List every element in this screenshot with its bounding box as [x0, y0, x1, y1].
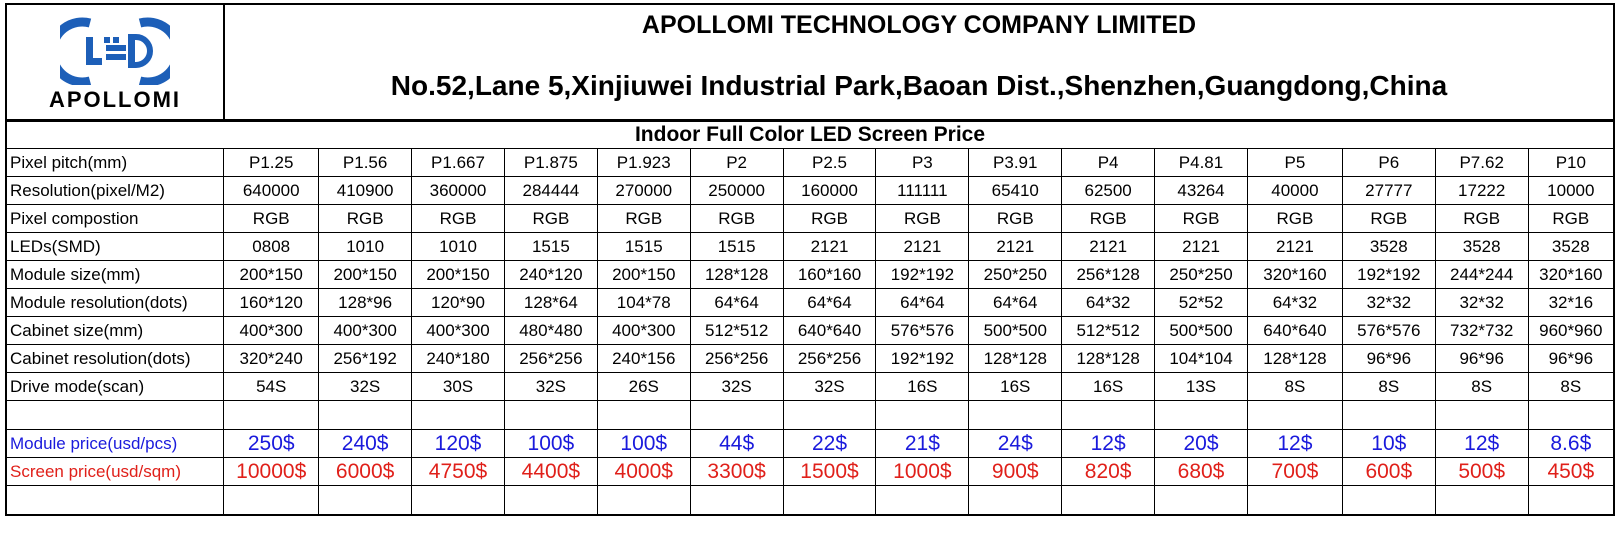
empty-cell — [319, 486, 412, 516]
table-cell: 65410 — [969, 177, 1062, 205]
table-cell: 1515 — [690, 233, 783, 261]
table-cell: 250000 — [690, 177, 783, 205]
company-info — [225, 5, 1613, 119]
table-cell: 2121 — [1062, 233, 1155, 261]
table-cell: 640*640 — [1247, 317, 1342, 345]
table-cell: 2121 — [1155, 233, 1248, 261]
table-cell: 128*128 — [1247, 345, 1342, 373]
table-cell: 4000$ — [597, 458, 690, 486]
table-cell: 256*256 — [504, 345, 597, 373]
table-cell: RGB — [690, 205, 783, 233]
table-cell: 3528 — [1528, 233, 1614, 261]
table-cell: P3.91 — [969, 149, 1062, 177]
table-cell: RGB — [1435, 205, 1528, 233]
table-cell: 320*160 — [1247, 261, 1342, 289]
table-cell: 700$ — [1247, 458, 1342, 486]
empty-cell — [1435, 486, 1528, 516]
table-cell: P1.875 — [504, 149, 597, 177]
empty-cell — [224, 401, 319, 430]
table-cell: 500*500 — [969, 317, 1062, 345]
table-cell: 8S — [1435, 373, 1528, 401]
table-cell: 12$ — [1247, 430, 1342, 458]
empty-cell — [1528, 486, 1614, 516]
table-cell: 576*576 — [876, 317, 969, 345]
empty-cell — [412, 486, 505, 516]
table-cell: 0808 — [224, 233, 319, 261]
table-cell: 26S — [597, 373, 690, 401]
row-label: Drive mode(scan) — [6, 373, 224, 401]
table-cell: RGB — [1342, 205, 1435, 233]
table-cell: 32*32 — [1435, 289, 1528, 317]
empty-cell — [1247, 486, 1342, 516]
empty-cell — [969, 486, 1062, 516]
table-cell: P1.56 — [319, 149, 412, 177]
table-cell: 8S — [1247, 373, 1342, 401]
table-row — [6, 177, 1614, 205]
table-cell: 10000 — [1528, 177, 1614, 205]
table-cell: 200*150 — [412, 261, 505, 289]
table-cell: P2.5 — [783, 149, 876, 177]
table-cell: 200*150 — [224, 261, 319, 289]
table-cell: RGB — [597, 205, 690, 233]
table-cell: 1010 — [319, 233, 412, 261]
row-label: Module size(mm) — [6, 261, 224, 289]
table-cell: 20$ — [1155, 430, 1248, 458]
table-cell: 600$ — [1342, 458, 1435, 486]
table-cell: 480*480 — [504, 317, 597, 345]
table-cell: 900$ — [969, 458, 1062, 486]
empty-cell — [783, 486, 876, 516]
table-cell: 96*96 — [1342, 345, 1435, 373]
empty-cell — [504, 486, 597, 516]
table-cell: 12$ — [1435, 430, 1528, 458]
table-cell: 250$ — [224, 430, 319, 458]
table-cell: 16S — [876, 373, 969, 401]
table-cell: 32*32 — [1342, 289, 1435, 317]
row-label: Resolution(pixel/M2) — [6, 177, 224, 205]
table-cell: 400*300 — [412, 317, 505, 345]
table-cell: 128*64 — [504, 289, 597, 317]
table-cell: 240*180 — [412, 345, 505, 373]
table-cell: 96*96 — [1435, 345, 1528, 373]
table-cell: 6000$ — [319, 458, 412, 486]
table-cell: 13S — [1155, 373, 1248, 401]
table-cell: RGB — [1062, 205, 1155, 233]
table-cell: 820$ — [1062, 458, 1155, 486]
table-cell: 250*250 — [969, 261, 1062, 289]
table-cell: 54S — [224, 373, 319, 401]
table-cell: P10 — [1528, 149, 1614, 177]
table-cell: 240*156 — [597, 345, 690, 373]
logo — [7, 5, 225, 119]
table-row — [6, 149, 1614, 177]
table-cell: P1.667 — [412, 149, 505, 177]
table-cell: 40000 — [1247, 177, 1342, 205]
table-cell: 32S — [690, 373, 783, 401]
table-cell: 10000$ — [224, 458, 319, 486]
table-cell: 512*512 — [1062, 317, 1155, 345]
table-title-row — [6, 122, 1614, 149]
empty-cell — [783, 401, 876, 430]
table-cell: 3528 — [1435, 233, 1528, 261]
table-cell: 16S — [1062, 373, 1155, 401]
table-cell: 32S — [504, 373, 597, 401]
table-row — [6, 430, 1614, 458]
table-cell: 22$ — [783, 430, 876, 458]
table-row — [6, 345, 1614, 373]
empty-cell — [412, 401, 505, 430]
empty-cell — [1342, 401, 1435, 430]
table-cell: 200*150 — [597, 261, 690, 289]
led-logo-icon — [60, 15, 170, 85]
table-row — [6, 205, 1614, 233]
table-title: Indoor Full Color LED Screen Price — [6, 122, 1614, 149]
price-table — [5, 121, 1615, 516]
table-cell: 96*96 — [1528, 345, 1614, 373]
empty-cell — [876, 401, 969, 430]
table-cell: 17222 — [1435, 177, 1528, 205]
table-cell: 160000 — [783, 177, 876, 205]
row-label: Module resolution(dots) — [6, 289, 224, 317]
table-cell: RGB — [1155, 205, 1248, 233]
row-label: Cabinet resolution(dots) — [6, 345, 224, 373]
table-cell: 192*192 — [876, 261, 969, 289]
table-cell: 192*192 — [1342, 261, 1435, 289]
row-label: Module price(usd/pcs) — [6, 430, 224, 458]
table-row — [6, 317, 1614, 345]
table-cell: 64*64 — [876, 289, 969, 317]
table-cell: 1515 — [597, 233, 690, 261]
table-cell: 1500$ — [783, 458, 876, 486]
table-cell: 500*500 — [1155, 317, 1248, 345]
table-cell: 104*104 — [1155, 345, 1248, 373]
table-row — [6, 373, 1614, 401]
table-cell: RGB — [969, 205, 1062, 233]
table-cell: 450$ — [1528, 458, 1614, 486]
empty-cell — [690, 401, 783, 430]
table-cell: 32S — [319, 373, 412, 401]
empty-cell — [969, 401, 1062, 430]
company-address: No.52,Lane 5,Xinjiuwei Industrial Park,Baoan Dist.,Shenzhen,Guangdong,China — [390, 70, 1448, 101]
table-cell: 120*90 — [412, 289, 505, 317]
table-cell: 400*300 — [597, 317, 690, 345]
sheet-header — [5, 3, 1615, 121]
table-cell: 32*16 — [1528, 289, 1614, 317]
empty-cell — [597, 486, 690, 516]
row-label: Pixel compostion — [6, 205, 224, 233]
table-cell: 576*576 — [1342, 317, 1435, 345]
table-cell: 640*640 — [783, 317, 876, 345]
empty-cell — [6, 401, 224, 430]
table-cell: RGB — [876, 205, 969, 233]
table-cell: 16S — [969, 373, 1062, 401]
table-cell: 960*960 — [1528, 317, 1614, 345]
table-cell: 1000$ — [876, 458, 969, 486]
table-cell: 100$ — [597, 430, 690, 458]
row-label: LEDs(SMD) — [6, 233, 224, 261]
empty-cell — [1435, 401, 1528, 430]
table-cell: 27777 — [1342, 177, 1435, 205]
table-cell: 256*256 — [783, 345, 876, 373]
table-cell: 21$ — [876, 430, 969, 458]
table-cell: 284444 — [504, 177, 597, 205]
table-cell: 64*64 — [969, 289, 1062, 317]
empty-cell — [1155, 401, 1248, 430]
row-label: Screen price(usd/sqm) — [6, 458, 224, 486]
table-cell: 128*128 — [1062, 345, 1155, 373]
row-label: Cabinet size(mm) — [6, 317, 224, 345]
empty-cell — [597, 401, 690, 430]
table-cell: 128*128 — [969, 345, 1062, 373]
table-cell: P3 — [876, 149, 969, 177]
table-cell: 512*512 — [690, 317, 783, 345]
empty-row — [6, 486, 1614, 516]
table-cell: 192*192 — [876, 345, 969, 373]
table-cell: RGB — [783, 205, 876, 233]
table-cell: 24$ — [969, 430, 1062, 458]
table-cell: RGB — [1528, 205, 1614, 233]
empty-cell — [504, 401, 597, 430]
table-cell: 320*160 — [1528, 261, 1614, 289]
table-cell: P2 — [690, 149, 783, 177]
table-cell: 500$ — [1435, 458, 1528, 486]
table-cell: 270000 — [597, 177, 690, 205]
table-cell: RGB — [504, 205, 597, 233]
table-cell: P6 — [1342, 149, 1435, 177]
table-cell: 43264 — [1155, 177, 1248, 205]
table-cell: 256*256 — [690, 345, 783, 373]
table-cell: 64*32 — [1247, 289, 1342, 317]
table-cell: RGB — [1247, 205, 1342, 233]
table-cell: 120$ — [412, 430, 505, 458]
table-cell: P7.62 — [1435, 149, 1528, 177]
table-cell: 111111 — [876, 177, 969, 205]
empty-cell — [224, 486, 319, 516]
empty-cell — [1528, 401, 1614, 430]
table-cell: 8S — [1342, 373, 1435, 401]
company-name: APOLLOMI TECHNOLOGY COMPANY LIMITED — [641, 11, 1197, 39]
table-cell: P1.25 — [224, 149, 319, 177]
empty-cell — [6, 486, 224, 516]
table-cell: 4750$ — [412, 458, 505, 486]
table-cell: 2121 — [783, 233, 876, 261]
table-cell: 400*300 — [224, 317, 319, 345]
empty-cell — [876, 486, 969, 516]
table-cell: 3300$ — [690, 458, 783, 486]
table-cell: 640000 — [224, 177, 319, 205]
empty-cell — [1062, 401, 1155, 430]
table-cell: 400*300 — [319, 317, 412, 345]
table-cell: 410900 — [319, 177, 412, 205]
table-cell: 2121 — [1247, 233, 1342, 261]
table-cell: 128*128 — [690, 261, 783, 289]
empty-cell — [1342, 486, 1435, 516]
table-cell: 160*120 — [224, 289, 319, 317]
table-row — [6, 458, 1614, 486]
table-cell: 52*52 — [1155, 289, 1248, 317]
table-cell: 360000 — [412, 177, 505, 205]
table-row — [6, 261, 1614, 289]
table-cell: RGB — [319, 205, 412, 233]
table-cell: 2121 — [969, 233, 1062, 261]
table-cell: 10$ — [1342, 430, 1435, 458]
table-cell: 32S — [783, 373, 876, 401]
table-cell: 1515 — [504, 233, 597, 261]
table-row — [6, 233, 1614, 261]
table-cell: 1010 — [412, 233, 505, 261]
table-cell: 240*120 — [504, 261, 597, 289]
table-cell: 64*32 — [1062, 289, 1155, 317]
table-cell: 8S — [1528, 373, 1614, 401]
table-cell: 240$ — [319, 430, 412, 458]
table-cell: 200*150 — [319, 261, 412, 289]
table-cell: 8.6$ — [1528, 430, 1614, 458]
empty-cell — [1062, 486, 1155, 516]
table-cell: 320*240 — [224, 345, 319, 373]
empty-row — [6, 401, 1614, 430]
table-cell: 64*64 — [783, 289, 876, 317]
table-cell: 2121 — [876, 233, 969, 261]
table-cell: P5 — [1247, 149, 1342, 177]
table-cell: P4.81 — [1155, 149, 1248, 177]
table-cell: 64*64 — [690, 289, 783, 317]
table-cell: RGB — [224, 205, 319, 233]
table-cell: 12$ — [1062, 430, 1155, 458]
table-cell: 62500 — [1062, 177, 1155, 205]
table-cell: 256*128 — [1062, 261, 1155, 289]
table-cell: 160*160 — [783, 261, 876, 289]
table-cell: P4 — [1062, 149, 1155, 177]
table-cell: 128*96 — [319, 289, 412, 317]
empty-cell — [1247, 401, 1342, 430]
price-sheet — [5, 3, 1615, 516]
table-cell: 4400$ — [504, 458, 597, 486]
table-cell: 250*250 — [1155, 261, 1248, 289]
row-label: Pixel pitch(mm) — [6, 149, 224, 177]
logo-text: APOLLOMI — [48, 87, 182, 112]
table-cell: 3528 — [1342, 233, 1435, 261]
empty-cell — [319, 401, 412, 430]
table-cell: 244*244 — [1435, 261, 1528, 289]
table-cell: 100$ — [504, 430, 597, 458]
table-row — [6, 289, 1614, 317]
table-cell: 44$ — [690, 430, 783, 458]
table-cell: 732*732 — [1435, 317, 1528, 345]
table-cell: 256*192 — [319, 345, 412, 373]
table-cell: 104*78 — [597, 289, 690, 317]
table-cell: P1.923 — [597, 149, 690, 177]
table-cell: 30S — [412, 373, 505, 401]
empty-cell — [690, 486, 783, 516]
table-cell: 680$ — [1155, 458, 1248, 486]
table-cell: RGB — [412, 205, 505, 233]
empty-cell — [1155, 486, 1248, 516]
